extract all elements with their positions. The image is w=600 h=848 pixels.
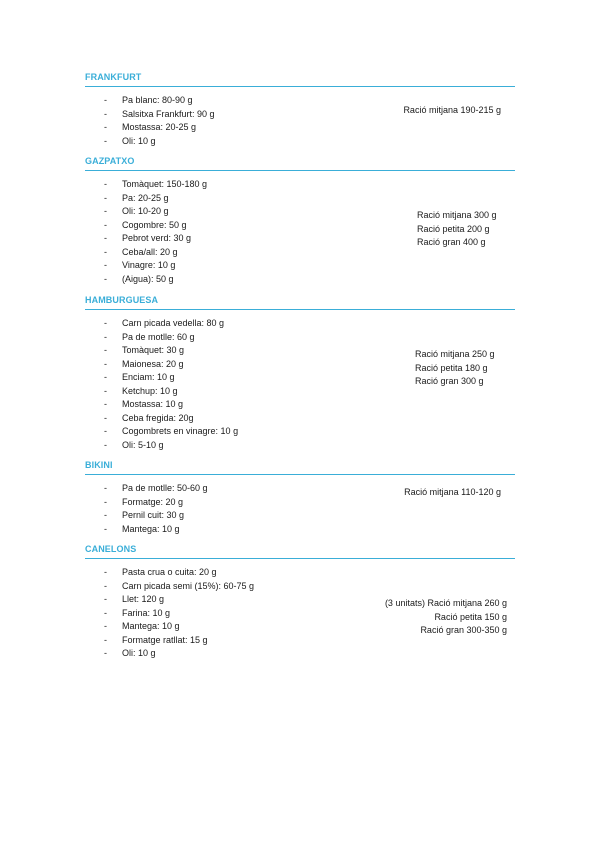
list-item: - Mantega: 10 g [104,523,208,537]
bullet-dash: - [104,260,107,270]
portion-sizes [403,104,501,118]
list-item: - Cogombre: 50 g [104,219,207,233]
bullet-dash: - [104,634,107,645]
bullet-dash: - [104,523,107,534]
list-item: - Farina: 10 g [104,607,254,621]
portion-line: Ració mitjana 190-215 g [403,105,501,115]
list-item: - Pa de motlle: 50-60 g [104,482,208,496]
bullet-dash: - [104,358,107,369]
section-frankfurt [85,72,515,146]
list-item: - Oli: 10 g [104,647,254,661]
list-item: - Enciam: 10 g [104,371,238,385]
list-item: - Oli: 10-20 g [104,205,207,219]
list-item: - Pebrot verd: 30 g [104,232,207,246]
section-divider [85,86,515,87]
bullet-dash: - [104,246,107,257]
portion-sizes [404,486,501,500]
portion-line: Ració mitjana 110-120 g [404,487,501,497]
list-item: - Formatge: 20 g [104,496,208,510]
section-gazpatxo [85,156,515,284]
list-item: - (Aigua): 50 g [104,273,207,287]
bullet-dash: - [104,594,107,604]
bullet-dash: - [104,496,107,507]
portion-line: Ració gran 300 g [415,376,484,386]
portion-line: Ració gran 400 g [417,237,486,247]
ingredient-list [104,566,254,661]
bullet-dash: - [104,318,107,328]
portion-line: (3 unitats) Ració mitjana 260 g [384,598,507,608]
portion-line: Ració mitjana 300 g [417,210,497,220]
list-item: - Formatge ratllat: 15 g [104,634,254,648]
list-item: - Cogombrets en vinagre: 10 g [104,425,238,439]
bullet-dash: - [104,412,107,423]
portion-line: Ració mitjana 250 g [415,349,495,359]
list-item: - Tomàquet: 30 g [104,344,238,358]
bullet-dash: - [104,345,107,355]
bullet-dash: - [104,426,107,436]
list-item: - Vinagre: 10 g [104,259,207,273]
section-bikini [85,460,515,534]
list-item: - Mostassa: 10 g [104,398,238,412]
bullet-dash: - [104,567,107,577]
section-title: HAMBURGUESA [85,295,159,305]
bullet-dash: - [104,510,107,520]
portion-sizes [417,209,507,250]
list-item: - Ketchup: 10 g [104,385,238,399]
section-canelons [85,544,515,658]
portion-line: Ració petita 150 g [434,611,507,622]
list-item: - Pa de motlle: 60 g [104,331,238,345]
bullet-dash: - [104,648,107,658]
bullet-dash: - [104,108,107,119]
list-item: - Mantega: 10 g [104,620,254,634]
bullet-dash: - [104,399,107,409]
bullet-dash: - [104,483,107,493]
portion-line: Ració petita 180 g [415,362,488,373]
bullet-dash: - [104,607,107,618]
bullet-dash: - [104,580,107,591]
section-title: GAZPATXO [85,156,135,166]
portion-line: Ració petita 200 g [417,223,490,234]
list-item: - Tomàquet: 150-180 g [104,178,207,192]
list-item: - Pa: 20-25 g [104,192,207,206]
ingredient-list [104,317,238,452]
portion-line: Ració gran 300-350 g [420,625,507,635]
bullet-dash: - [104,621,107,631]
bullet-dash: - [104,135,107,146]
section-divider [85,170,515,171]
section-divider [85,558,515,559]
list-item: - Ceba fregida: 20g [104,412,238,426]
ingredient-list [104,482,208,536]
section-title: CANELONS [85,544,137,554]
list-item: - Mostassa: 20-25 g [104,121,215,135]
list-item: - Oli: 5-10 g [104,439,238,453]
ingredient-list [104,94,215,148]
portion-sizes [385,597,507,638]
list-item: - Ceba/all: 20 g [104,246,207,260]
list-item: - Maionesa: 20 g [104,358,238,372]
list-item: - Pa blanc: 80-90 g [104,94,215,108]
bullet-dash: - [104,219,107,230]
list-item: - Pernil cuit: 30 g [104,509,208,523]
section-hamburguesa [85,295,515,450]
bullet-dash: - [104,273,107,284]
list-item: - Salsitxa Frankfurt: 90 g [104,108,215,122]
bullet-dash: - [104,233,107,243]
list-item: - Oli: 10 g [104,135,215,149]
bullet-dash: - [104,95,107,105]
section-title: FRANKFURT [85,72,142,82]
list-item: - Llet: 120 g [104,593,254,607]
section-divider [85,309,515,310]
bullet-dash: - [104,372,107,382]
bullet-dash: - [104,179,107,189]
section-title: BIKINI [85,460,113,470]
bullet-dash: - [104,192,107,203]
bullet-dash: - [104,331,107,342]
list-item: - Carn picada vedella: 80 g [104,317,238,331]
section-divider [85,474,515,475]
bullet-dash: - [104,385,107,396]
list-item: - Pasta crua o cuita: 20 g [104,566,254,580]
list-item: - Carn picada semi (15%): 60-75 g [104,580,254,594]
bullet-dash: - [104,439,107,450]
bullet-dash: - [104,206,107,216]
bullet-dash: - [104,122,107,132]
portion-sizes [415,348,507,389]
ingredient-list [104,178,207,286]
